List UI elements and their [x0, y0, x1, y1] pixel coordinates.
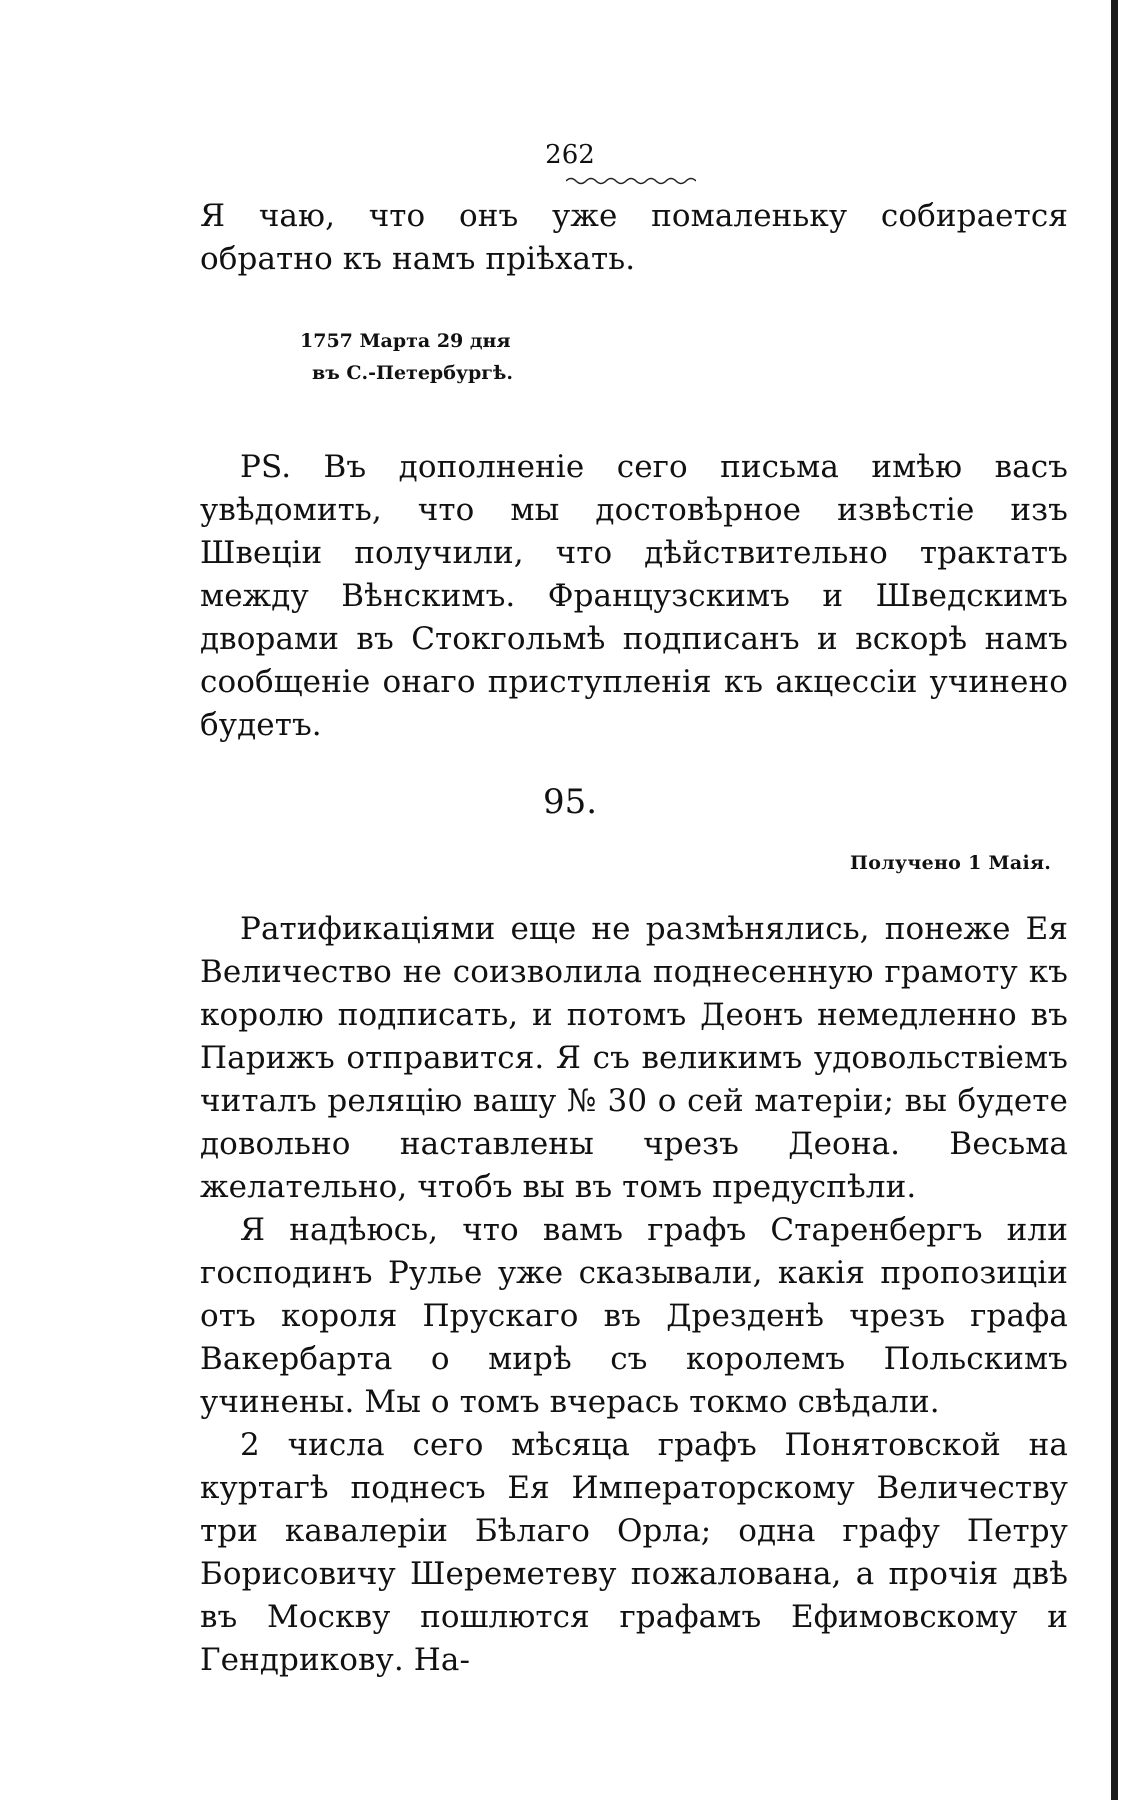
letter-paragraph: 2 числа сего мѣсяца графъ Понятовской на куртагѣ поднесъ Ея Императорскому Величеству три кавалеріи Бѣлаго Орла; одна графу Петру Борисовичу Шереметеву пожалована, а прочія двѣ въ Москву пошлются графамъ Ефимовскому и Гендрикову. На-: [200, 1427, 1068, 1678]
continuation-text: Я чаю, что онъ уже помаленьку собирается обратно къ намъ пріѣхать.: [200, 198, 1068, 277]
letter-paragraph: Ратификаціями еще не размѣнялись, понеже Ея Величество не соизволила поднесенную грамоту къ королю подписать, и потомъ Деонъ немедленно въ Парижъ отправится. Я съ великимъ удовольствіемъ читалъ реляцію вашу № 30 о сей матеріи; вы будете довольно наставлены чрезъ Деона. Весьма желательно, чтобъ вы въ томъ предуспѣли.: [200, 911, 1068, 1205]
letter-paragraph: Я надѣюсь, что вамъ графъ Старенбергъ или господинъ Рулье уже сказывали, какія пропозиціи отъ короля Прускаго въ Дрезденѣ чрезъ графа Вакербарта о мирѣ съ королемъ Польскимъ учинены. Мы о томъ вчерась токмо свѣдали.: [200, 1212, 1068, 1420]
page-number: 262: [545, 140, 595, 170]
page-edge-shadow: [1111, 0, 1118, 1800]
dateline-place: въ С.-Петербургѣ.: [312, 362, 513, 384]
ornament-squiggle: [566, 176, 696, 186]
letter-body: [200, 908, 1068, 1682]
received-note: Получено 1 Маія.: [850, 852, 1052, 874]
continuation-paragraph: [200, 195, 1068, 281]
letter-number: 95.: [542, 782, 598, 822]
dateline-date: 1757 Марта 29 дня: [300, 330, 511, 352]
postscript-text: PS. Въ дополненіе сего письма имѣю васъ увѣдомить, что мы достовѣрное извѣстіе изъ Швеціи получили, что дѣйствительно трактатъ между Вѣнскимъ. Французскимъ и Шведскимъ дворами въ Стокгольмѣ подписанъ и вскорѣ намъ сообщеніе онаго приступленія къ акцессіи учинено будетъ.: [200, 449, 1068, 743]
postscript-paragraph: [200, 446, 1068, 747]
